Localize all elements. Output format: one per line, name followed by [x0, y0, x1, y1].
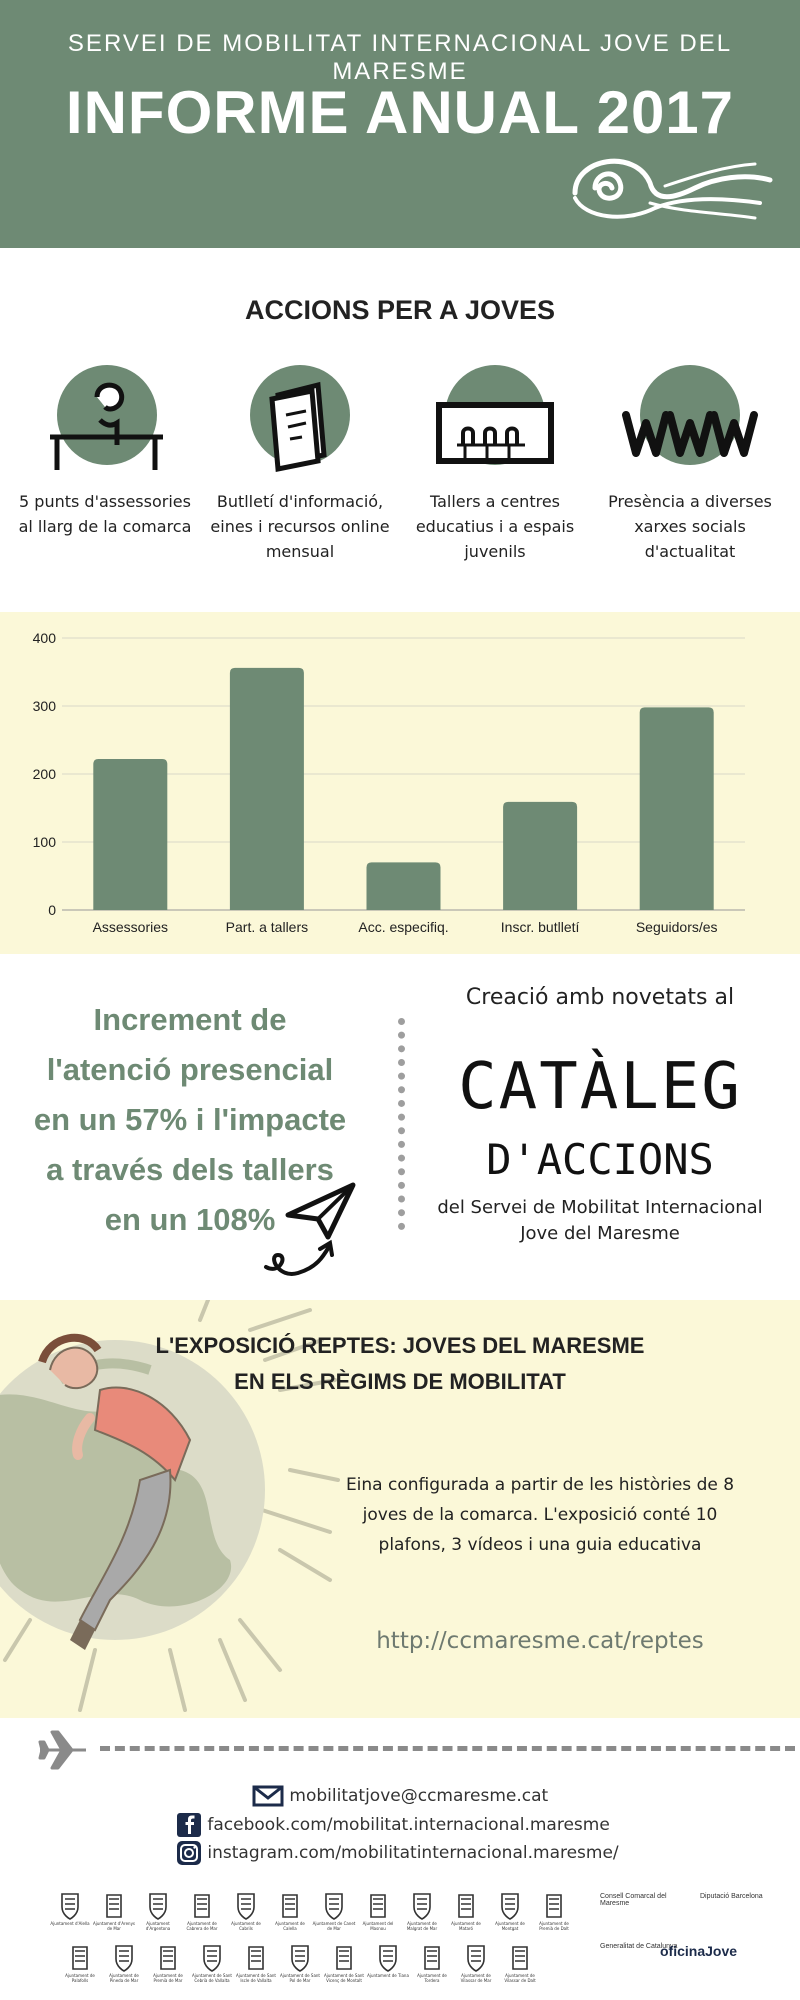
municipal-logo	[268, 1891, 312, 1935]
x-tick-label: Acc. especifiq.	[358, 919, 449, 935]
www-icon	[620, 365, 760, 475]
municipal-logo-name: Ajuntament de Sant Vicenç de Montalt	[323, 1973, 365, 1983]
contact-email-row[interactable]	[252, 1785, 548, 1807]
bar-0	[93, 759, 167, 910]
chart-panel	[0, 612, 800, 954]
coat-of-arms-icon	[190, 1943, 234, 1973]
bar-1	[230, 668, 304, 910]
coat-of-arms-icon	[234, 1943, 278, 1973]
airplane-icon	[38, 1728, 88, 1772]
municipal-logo	[410, 1943, 454, 1987]
municipal-logo	[180, 1891, 224, 1935]
coat-of-arms-icon	[400, 1891, 444, 1921]
contact-facebook-row[interactable]	[176, 1812, 610, 1838]
municipal-logo	[498, 1943, 542, 1987]
contact-instagram-row[interactable]	[176, 1840, 619, 1866]
municipal-logo	[146, 1943, 190, 1987]
coat-of-arms-icon	[268, 1891, 312, 1921]
municipal-logo-name: Ajuntament de Sant Cebrià de Vallalta	[191, 1973, 233, 1983]
cataleg-description: del Servei de Mobilitat Internacional Jove del Maresme	[437, 1197, 763, 1244]
municipal-logo-name: Ajuntament d'Alella	[50, 1921, 90, 1926]
municipal-logo	[444, 1891, 488, 1935]
municipal-logo	[400, 1891, 444, 1935]
municipal-logo-name: Ajuntament de Malgrat de Mar	[406, 1921, 438, 1931]
stats-highlight: Increment de l'atenció presencial en un 57% i l'impacte a través dels tallers en un 108%	[33, 1002, 347, 1237]
municipal-logo-name: Ajuntament de Palafolls	[65, 1973, 95, 1983]
y-tick-label: 0	[48, 902, 56, 918]
municipal-logo	[366, 1943, 410, 1987]
dotted-divider	[398, 1018, 412, 1230]
partner-logo: Diputació Barcelona	[700, 1893, 763, 1900]
coat-of-arms-icon	[498, 1943, 542, 1973]
municipal-logo-name: Ajuntament de Sant Pol de Mar	[279, 1973, 321, 1983]
exposicio-link[interactable]: http://ccmaresme.cat/reptes	[376, 1628, 704, 1654]
coat-of-arms-icon	[322, 1943, 366, 1973]
cataleg-subtitle: D'ACCIONS	[486, 1135, 714, 1184]
municipal-logo	[488, 1891, 532, 1935]
bar-2	[367, 862, 441, 910]
municipal-logo-name: Ajuntament del Masnou	[362, 1921, 394, 1931]
header-title: INFORME ANUAL 2017	[65, 79, 735, 146]
municipal-logo	[454, 1943, 498, 1987]
accio-item-assessories	[10, 365, 200, 539]
paper-plane-icon	[258, 1175, 378, 1285]
municipal-logo-name: Ajuntament de Premià de Mar	[153, 1973, 183, 1983]
bar-3	[503, 802, 577, 910]
coat-of-arms-icon	[488, 1891, 532, 1921]
coat-of-arms-icon	[180, 1891, 224, 1921]
municipal-logo-name: Ajuntament d'Arenys de Mar	[92, 1921, 136, 1931]
municipal-logo-name: Ajuntament de Premià de Dalt	[539, 1921, 569, 1931]
municipal-logo	[532, 1891, 576, 1935]
municipal-logo	[322, 1943, 366, 1987]
x-tick-label: Seguidors/es	[635, 919, 718, 935]
coat-of-arms-icon	[58, 1943, 102, 1973]
envelope-icon	[252, 1785, 284, 1807]
partner-logo: oficinaJove	[660, 1943, 738, 1959]
instagram-icon	[176, 1840, 202, 1866]
partner-logo: Consell Comarcal del Maresme	[600, 1893, 667, 1907]
y-tick-label: 400	[32, 630, 56, 646]
accio-text-tallers: Tallers a centres educatius i a espais juvenils	[415, 492, 575, 561]
partner-logo: Generalitat de Catalunya	[600, 1943, 678, 1950]
cataleg-title: CATÀLEG	[458, 1050, 742, 1124]
accio-text-assessories: 5 punts d'assessories al llarg de la comarca	[18, 492, 192, 536]
x-tick-label: Inscr. butlletí	[500, 919, 580, 935]
municipal-logo-name: Ajuntament de Tiana	[367, 1973, 409, 1978]
coat-of-arms-icon	[278, 1943, 322, 1973]
wave-swirl-icon	[555, 148, 775, 228]
coat-of-arms-icon	[312, 1891, 356, 1921]
bar-chart	[0, 612, 800, 954]
accio-item-butlleti	[205, 365, 395, 564]
x-tick-label: Part. a tallers	[225, 919, 309, 935]
municipal-logo	[136, 1891, 180, 1935]
municipal-logo	[234, 1943, 278, 1987]
accions-title: ACCIONS PER A JOVES	[244, 295, 556, 325]
accio-item-xarxes	[595, 365, 785, 564]
advisor-desk-icon	[45, 365, 165, 475]
x-tick-label: Assessories	[92, 919, 169, 935]
newsletter-icon	[240, 365, 360, 475]
contact-email[interactable]: mobilitatjove@ccmaresme.cat	[289, 1786, 549, 1806]
header-subtitle: SERVEI DE MOBILITAT INTERNACIONAL JOVE DEL MARESME	[67, 30, 733, 85]
coat-of-arms-icon	[532, 1891, 576, 1921]
municipal-logo	[48, 1891, 92, 1935]
municipal-logo-name: Ajuntament d'Argentona	[145, 1921, 171, 1931]
municipal-logo-name: Ajuntament de Tordera	[417, 1973, 447, 1983]
municipal-logo	[102, 1943, 146, 1987]
contact-facebook[interactable]: facebook.com/mobilitat.internacional.maresme	[207, 1815, 610, 1835]
coat-of-arms-icon	[102, 1943, 146, 1973]
municipal-logo-name: Ajuntament de Montgat	[495, 1921, 525, 1931]
exposicio-title-line2: EN ELS RÈGIMS DE MOBILITAT	[234, 1369, 566, 1394]
coat-of-arms-icon	[444, 1891, 488, 1921]
municipal-logo	[58, 1943, 102, 1987]
municipal-logo-name: Ajuntament de Canet de Mar	[312, 1921, 356, 1931]
municipal-logo-name: Ajuntament de Vilassar de Dalt	[504, 1973, 536, 1983]
cataleg-intro: Creació amb novetats al	[465, 985, 735, 1010]
municipal-logo-name: Ajuntament de Sant Iscle de Vallalta	[235, 1973, 277, 1983]
accio-item-tallers	[400, 365, 590, 564]
municipal-logo-name: Ajuntament de Cabrils	[231, 1921, 261, 1931]
bar-4	[640, 707, 714, 910]
facebook-icon	[176, 1812, 202, 1838]
municipal-logo	[278, 1943, 322, 1987]
y-tick-label: 200	[32, 766, 56, 782]
coat-of-arms-icon	[366, 1943, 410, 1973]
municipal-logo-name: Ajuntament de Cabrera de Mar	[186, 1921, 218, 1931]
municipal-logo	[312, 1891, 356, 1935]
coat-of-arms-icon	[136, 1891, 180, 1921]
municipal-logo-name: Ajuntament de Pineda de Mar	[109, 1973, 139, 1983]
municipal-logo-name: Ajuntament de Mataró	[451, 1921, 481, 1931]
contact-instagram[interactable]: instagram.com/mobilitatinternacional.maresme/	[207, 1843, 619, 1863]
exposicio-description: Eina configurada a partir de les històries de 8 joves de la comarca. L'exposició conté 10 plafons, 3 vídeos i una guia educativa	[345, 1475, 735, 1555]
coat-of-arms-icon	[224, 1891, 268, 1921]
dashed-route-line	[100, 1746, 795, 1751]
coat-of-arms-icon	[454, 1943, 498, 1973]
coat-of-arms-icon	[48, 1891, 92, 1921]
municipal-logo	[92, 1891, 136, 1935]
coat-of-arms-icon	[92, 1891, 136, 1921]
exposicio-title-line1: L'EXPOSICIÓ REPTES: JOVES DEL MARESME	[155, 1333, 645, 1358]
y-tick-label: 100	[32, 834, 56, 850]
y-tick-label: 300	[32, 698, 56, 714]
accio-text-xarxes: Presència a diverses xarxes socials d'actualitat	[608, 492, 772, 561]
sponsor-logos	[0, 1885, 800, 1995]
coat-of-arms-icon	[410, 1943, 454, 1973]
header-banner	[0, 0, 800, 248]
accio-text-butlleti: Butlletí d'informació, eines i recursos online mensual	[210, 492, 390, 561]
municipal-logo-name: Ajuntament de Vilassar de Mar	[460, 1973, 492, 1983]
coat-of-arms-icon	[146, 1943, 190, 1973]
municipal-logo	[356, 1891, 400, 1935]
municipal-logo	[224, 1891, 268, 1935]
municipal-logo-name: Ajuntament de Calella	[275, 1921, 305, 1931]
coat-of-arms-icon	[356, 1891, 400, 1921]
municipal-logo	[190, 1943, 234, 1987]
workshop-board-icon	[435, 365, 555, 475]
exposicio-title	[110, 1328, 690, 1400]
